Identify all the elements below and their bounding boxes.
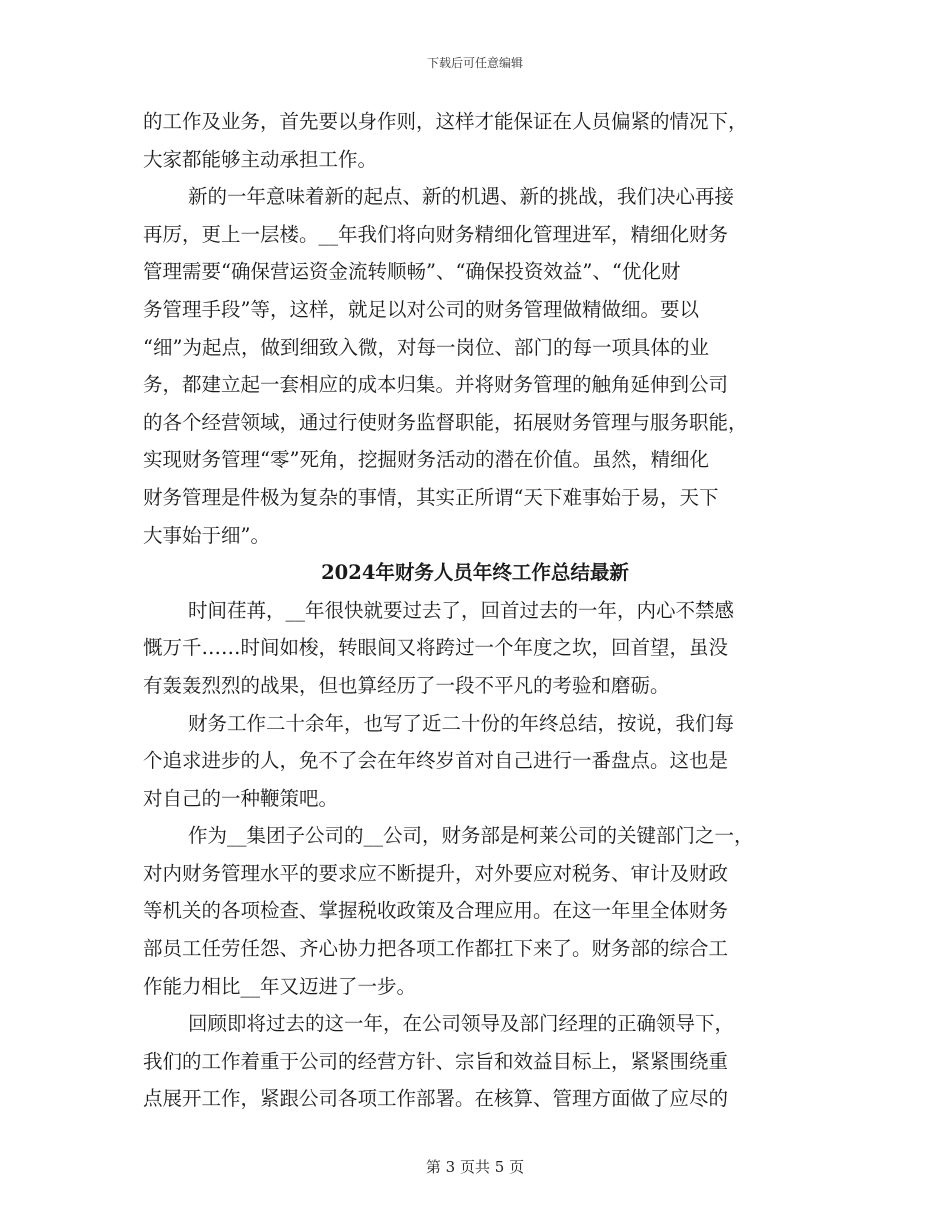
text-line: 对自己的一种鞭策吧。 — [143, 786, 339, 810]
text-line: 大家都能够主动承担工作。 — [143, 147, 378, 171]
text-line: 再厉，更上一层楼。__年我们将向财务精细化管理进军，精细化财务 — [143, 222, 729, 246]
text-line: 个追求进步的人，免不了会在年终岁首对自己进行一番盘点。这也是 — [143, 749, 729, 773]
text-line: 慨万千……时间如梭，转眼间又将跨过一个年度之坎，回首望，虽没 — [143, 636, 729, 660]
section-heading: 2024年财务人员年终工作总结最新 — [321, 561, 629, 585]
text-line: 有轰轰烈烈的战果，但也算经历了一段不平凡的考验和磨砺。 — [143, 673, 670, 697]
text-line: “细”为起点，做到细致入微，对每一岗位、部门的每一项具体的业 — [143, 335, 709, 359]
text-line: 实现财务管理“零”死角，挖掘财务活动的潜在价值。虽然，精细化 — [143, 448, 709, 472]
text-line: 务管理手段”等，这样，就足以对公司的财务管理做精做细。要以 — [143, 297, 699, 321]
document-body — [143, 103, 807, 1118]
text-line: 点展开工作，紧跟公司各项工作部署。在核算、管理方面做了应尽的 — [143, 1087, 729, 1111]
text-line: 我们的工作着重于公司的经营方针、宗旨和效益目标上，紧紧围绕重 — [143, 1049, 729, 1073]
text-line: 务，都建立起一套相应的成本归集。并将财务管理的触角延伸到公司 — [143, 373, 729, 397]
text-line: 新的一年意味着新的起点、新的机遇、新的挑战，我们决心再接 — [188, 185, 735, 209]
text-line: 对内财务管理水平的要求应不断提升，对外要应对税务、审计及财政 — [143, 861, 729, 885]
text-line: 作能力相比__年又迈进了一步。 — [143, 974, 417, 998]
text-line: 作为__集团子公司的__公司，财务部是柯莱公司的关键部门之一， — [188, 824, 754, 848]
text-line: 部员工任劳任怨、齐心协力把各项工作都扛下来了。财务部的综合工 — [143, 937, 729, 961]
page-number-footer: 第 3 页共 5 页 — [425, 1158, 525, 1176]
page-header: 下载后可任意编辑 — [426, 56, 523, 70]
text-line: 管理需要“确保营运资金流转顺畅”、“确保投资效益”、“优化财 — [143, 260, 681, 284]
text-line: 财务管理是件极为复杂的事情，其实正所谓“天下难事始于易，天下 — [143, 485, 719, 509]
text-line: 的工作及业务，首先要以身作则，这样才能保证在人员偏紧的情况下， — [143, 110, 748, 133]
text-line: 财务工作二十余年，也写了近二十份的年终总结，按说，我们每 — [188, 711, 735, 735]
text-line: 大事始于细”。 — [143, 523, 270, 547]
text-line: 回顾即将过去的这一年，在公司领导及部门经理的正确领导下， — [188, 1012, 735, 1036]
text-line: 时间荏苒，__年很快就要过去了，回首过去的一年，内心不禁感 — [188, 598, 735, 622]
text-line: 的各个经营领域，通过行使财务监督职能，拓展财务管理与服务职能， — [143, 410, 748, 434]
text-line: 等机关的各项检查、掌握税收政策及合理应用。在这一年里全体财务 — [143, 899, 729, 923]
